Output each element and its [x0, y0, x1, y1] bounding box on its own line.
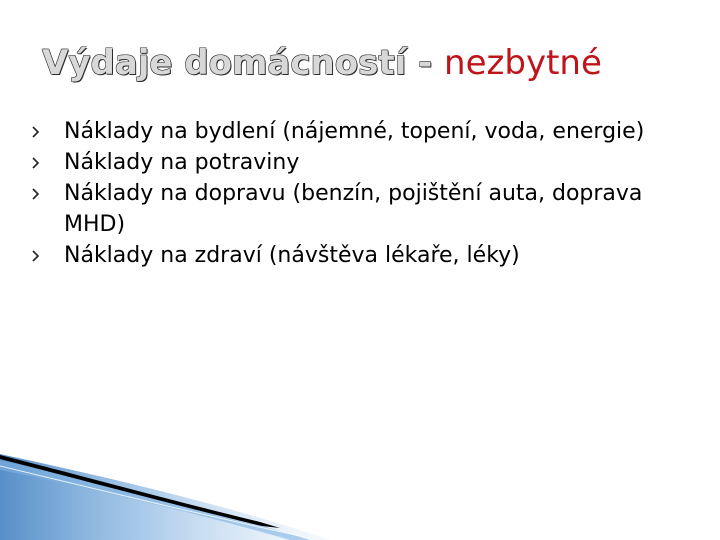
title-main: Výdaje domácností	[42, 43, 407, 83]
swoosh-blue-band	[0, 454, 330, 540]
bullet-item	[48, 240, 678, 271]
title-separator: -	[406, 43, 445, 83]
slide-title	[42, 38, 602, 88]
chevron-right-icon	[29, 240, 43, 271]
chevron-right-icon	[29, 178, 43, 209]
bullet-item	[48, 178, 678, 240]
bullet-text: Náklady na bydlení (nájemné, topení, voda, energie)	[64, 119, 645, 144]
bullet-item	[48, 147, 678, 178]
bullet-item	[48, 116, 678, 147]
bullet-text: Náklady na dopravu (benzín, pojištění auta, doprava MHD)	[64, 181, 643, 237]
bullet-text: Náklady na potraviny	[64, 150, 300, 175]
bullet-text: Náklady na zdraví (návštěva lékaře, léky)	[64, 243, 520, 268]
chevron-right-icon	[29, 147, 43, 178]
decorative-swoosh	[0, 440, 720, 540]
chevron-right-icon	[29, 116, 43, 147]
bullet-list	[48, 116, 678, 271]
title-accent: nezbytné	[444, 43, 602, 83]
